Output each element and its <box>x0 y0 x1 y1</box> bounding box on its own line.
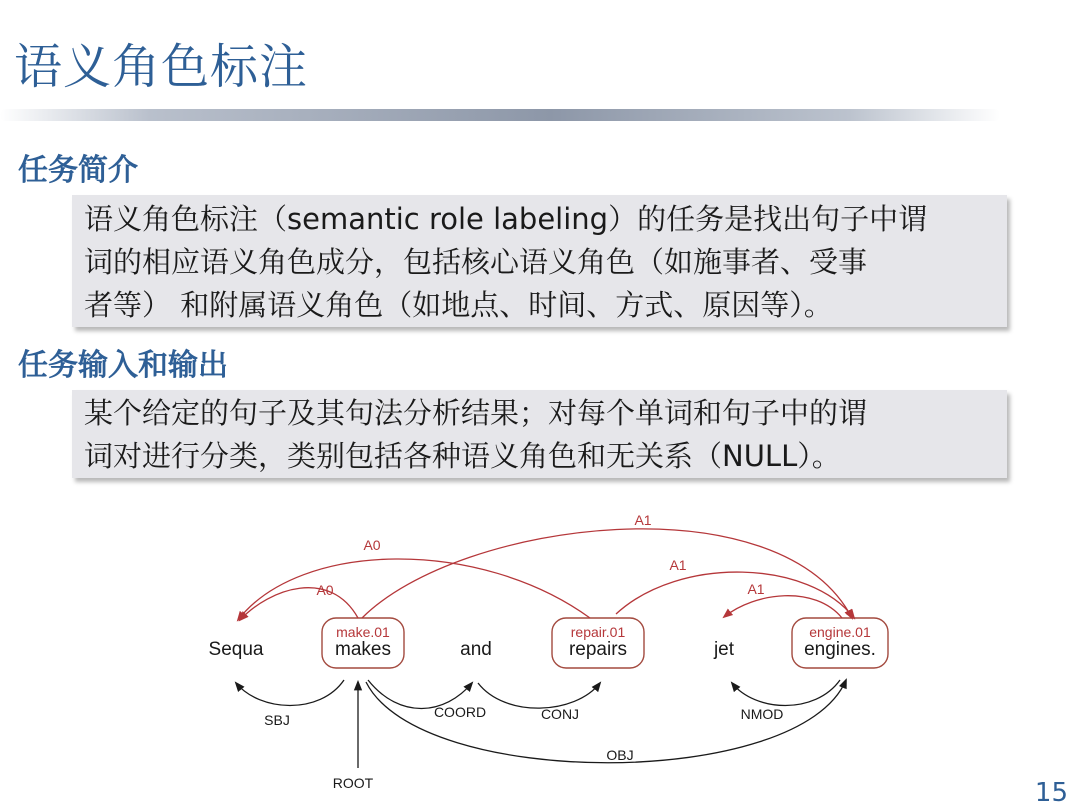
syntactic-arc <box>478 683 600 708</box>
syntactic-arc-label: SBJ <box>264 712 290 728</box>
word-token: jet <box>713 639 735 660</box>
word-token: repairs <box>568 639 628 660</box>
word-token: Sequa <box>208 639 264 660</box>
sense-label-engines: engine.01 <box>809 624 871 640</box>
task-intro-line: 语义角色标注（semantic role labeling）的任务是找出句子中谓 <box>84 202 928 236</box>
semantic-arc-label: A1 <box>634 512 652 528</box>
syntactic-arc-label: OBJ <box>606 747 634 763</box>
task-intro-box <box>72 195 1007 327</box>
slide-number: 15 <box>1034 778 1068 808</box>
srl-dependency-diagram <box>0 490 1080 800</box>
slide-title: 语义角色标注 <box>14 39 309 95</box>
syntactic-arc-label: NMOD <box>740 706 784 722</box>
syntactic-arc <box>732 680 840 706</box>
section-heading-task-intro: 任务简介 <box>18 153 138 188</box>
title-divider <box>0 109 1000 121</box>
task-intro-line: 者等） 和附属语义角色（如地点、时间、方式、原因等）。 <box>84 288 833 322</box>
section-heading-io: 任务输入和输出 <box>18 348 228 383</box>
syntactic-arc-label: CONJ <box>540 706 580 722</box>
word-token: makes <box>335 639 391 660</box>
semantic-arc-label: A1 <box>747 581 765 597</box>
word-token: engines. <box>804 639 876 660</box>
syntactic-arc-label: COORD <box>433 704 487 720</box>
semantic-arc <box>240 588 358 620</box>
semantic-arc-label: A0 <box>363 537 381 553</box>
sense-label-repairs: repair.01 <box>570 624 626 640</box>
task-io-line: 某个给定的句子及其句法分析结果；对每个单词和句子中的谓 <box>84 396 868 430</box>
semantic-arc-label: A0 <box>316 582 334 598</box>
semantic-arc-label: A1 <box>669 557 687 573</box>
semantic-arc <box>616 572 854 618</box>
task-intro-line: 词的相应语义角色成分，包括核心语义角色（如施事者、受事 <box>84 245 868 279</box>
task-io-line: 词对进行分类，类别包括各种语义角色和无关系（NULL）。 <box>84 439 841 473</box>
syntactic-arc <box>236 680 344 706</box>
word-token: and <box>460 639 492 660</box>
task-io-box <box>72 390 1007 478</box>
syntactic-arc-label: ROOT <box>332 775 374 791</box>
semantic-arc <box>362 529 852 618</box>
sense-label-makes: make.01 <box>336 624 390 640</box>
semantic-arc <box>724 596 842 618</box>
